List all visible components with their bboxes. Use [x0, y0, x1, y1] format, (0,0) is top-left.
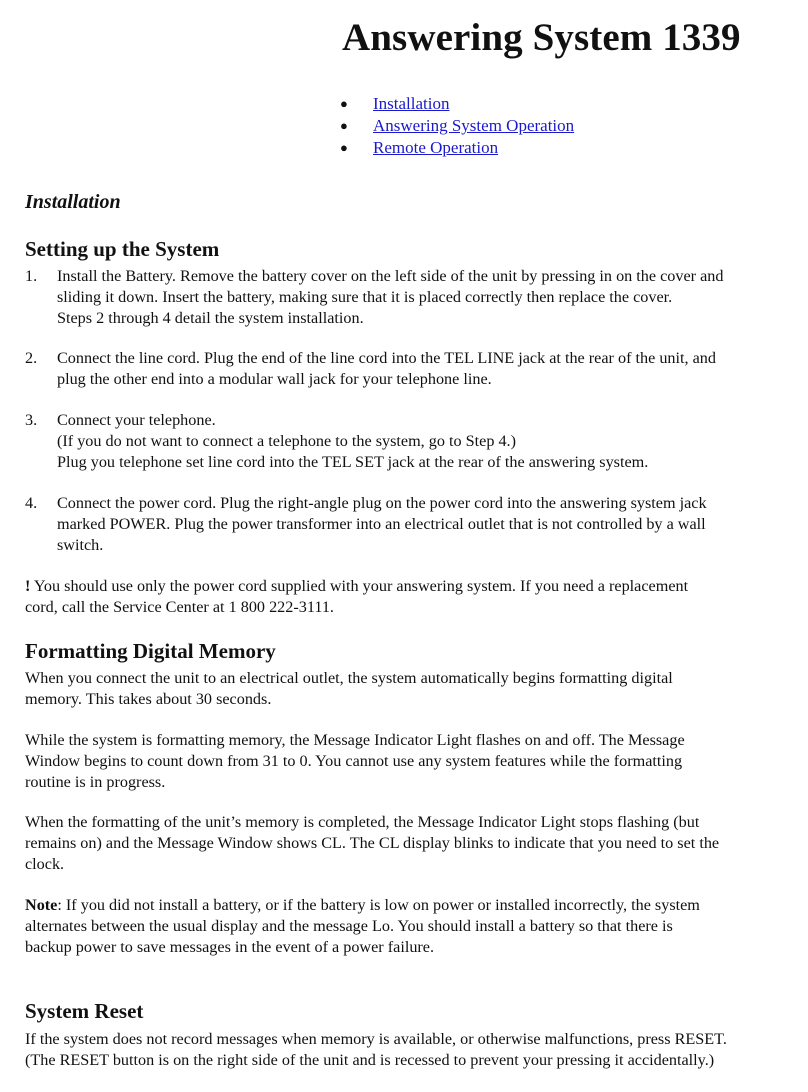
paragraph-line: If the system does not record messages when memory is available, or otherwise malfunctions, press RESET.	[25, 1030, 727, 1048]
power-cord-warning	[25, 576, 785, 618]
step-line: Install the Battery. Remove the battery cover on the left side of the unit by pressing in on the cover and	[57, 267, 724, 285]
toc-item	[340, 137, 574, 159]
bullet-icon: ●	[340, 118, 348, 133]
toc-link-installation[interactable]: Installation	[373, 94, 450, 113]
setup-step-4	[25, 493, 790, 556]
toc-item	[340, 93, 574, 115]
installation-heading: Installation	[25, 191, 121, 213]
step-number: 3.	[25, 411, 38, 429]
bullet-icon: ●	[340, 140, 348, 155]
step-line: marked POWER. Plug the power transformer into an electrical outlet that is not controlled by a wall	[57, 515, 706, 533]
setup-step-2	[25, 348, 790, 390]
warning-text: cord, call the Service Center at 1 800 222-3111.	[25, 598, 334, 616]
step-line: Connect the line cord. Plug the end of the line cord into the TEL LINE jack at the rear of the unit, and	[57, 349, 716, 367]
step-line: Steps 2 through 4 detail the system installation.	[57, 309, 364, 327]
step-line: Connect your telephone.	[57, 411, 216, 429]
warning-text: You should use only the power cord supplied with your answering system. If you need a replacement	[30, 577, 689, 595]
reset-heading: System Reset	[25, 999, 144, 1023]
paragraph-line: When the formatting of the unit’s memory is completed, the Message Indicator Light stops flashing (but	[25, 813, 700, 831]
paragraph-line: (The RESET button is on the right side of the unit and is recessed to prevent your pressing it accidentally.)	[25, 1051, 715, 1069]
formatting-paragraph-3	[25, 812, 785, 875]
step-line: sliding it down. Insert the battery, making sure that it is placed correctly then replace the cover.	[57, 288, 673, 306]
table-of-contents	[340, 93, 574, 159]
formatting-paragraph-1	[25, 668, 785, 710]
toc-link-answering-system-operation[interactable]: Answering System Operation	[373, 116, 575, 135]
step-line: Plug you telephone set line cord into the TEL SET jack at the rear of the answering system.	[57, 453, 649, 471]
setup-heading: Setting up the System	[25, 237, 220, 261]
step-line: plug the other end into a modular wall jack for your telephone line.	[57, 370, 492, 388]
step-line: switch.	[57, 536, 104, 554]
paragraph-line: When you connect the unit to an electrical outlet, the system automatically begins formatting digital	[25, 669, 673, 687]
paragraph-line: clock.	[25, 855, 65, 873]
step-line: (If you do not want to connect a telephone to the system, go to Step 4.)	[57, 432, 516, 450]
step-number: 1.	[25, 267, 38, 285]
note-text: alternates between the usual display and the message Lo. You should install a battery so that there is	[25, 917, 673, 935]
formatting-heading: Formatting Digital Memory	[25, 639, 276, 663]
paragraph-line: routine is in progress.	[25, 773, 166, 791]
paragraph-line: memory. This takes about 30 seconds.	[25, 690, 272, 708]
setup-step-1	[25, 266, 790, 329]
paragraph-line: While the system is formatting memory, the Message Indicator Light flashes on and off. The Message	[25, 731, 685, 749]
paragraph-line: Window begins to count down from 31 to 0. You cannot use any system features while the formatting	[25, 752, 683, 770]
setup-step-3	[25, 410, 790, 473]
step-number: 4.	[25, 494, 38, 512]
bullet-icon: ●	[340, 96, 348, 111]
formatting-note	[25, 895, 785, 958]
note-label: Note	[25, 896, 58, 914]
step-number: 2.	[25, 349, 38, 367]
toc-item	[340, 115, 574, 137]
toc-link-remote-operation[interactable]: Remote Operation	[373, 138, 499, 157]
step-line: Connect the power cord. Plug the right-angle plug on the power cord into the answering system jack	[57, 494, 707, 512]
paragraph-line: remains on) and the Message Window shows CL. The CL display blinks to indicate that you need to set the	[25, 834, 720, 852]
formatting-paragraph-2	[25, 730, 785, 793]
page-title: Answering System 1339	[342, 16, 741, 59]
warning-mark: !	[25, 577, 31, 595]
note-text: backup power to save messages in the event of a power failure.	[25, 938, 435, 956]
reset-paragraph	[25, 1029, 800, 1071]
note-text: : If you did not install a battery, or if the battery is low on power or installed incorrectly, the system	[57, 896, 700, 914]
